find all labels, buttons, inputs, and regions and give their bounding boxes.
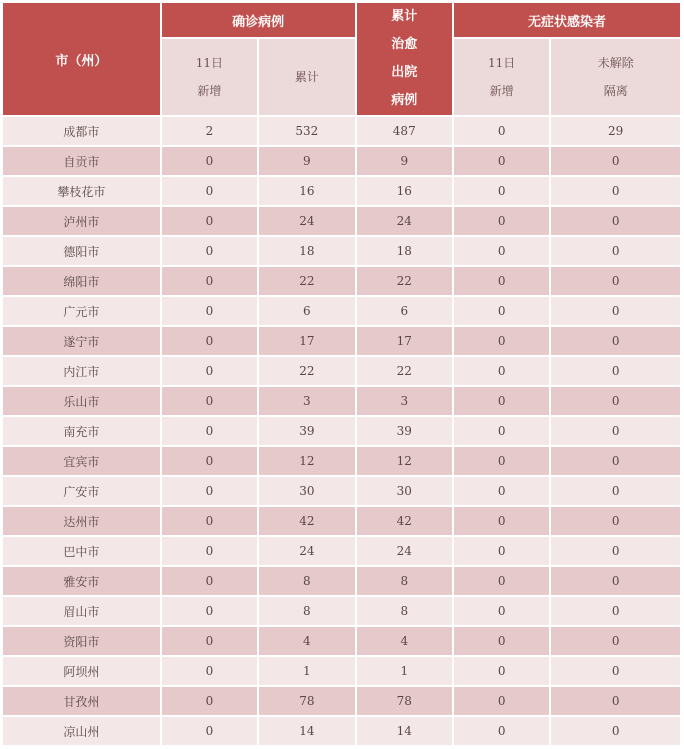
cell-asym-new: 0 [454, 477, 549, 505]
cell-asym-new: 0 [454, 687, 549, 715]
cell-cured: 24 [357, 537, 452, 565]
cell-asym-new: 0 [454, 597, 549, 625]
cell-asym-isolated: 0 [551, 297, 680, 325]
table-row [3, 387, 680, 415]
cell-confirmed-new: 0 [162, 507, 257, 535]
cell-confirmed-total: 12 [259, 447, 354, 475]
cell-asym-new: 0 [454, 147, 549, 175]
cell-confirmed-new: 0 [162, 657, 257, 685]
table-row [3, 537, 680, 565]
table-row [3, 297, 680, 325]
table-row [3, 177, 680, 205]
cell-asym-isolated: 0 [551, 597, 680, 625]
cell-confirmed-total: 18 [259, 237, 354, 265]
cell-city: 眉山市 [3, 597, 160, 625]
cell-confirmed-new: 0 [162, 477, 257, 505]
cell-city: 凉山州 [3, 717, 160, 745]
cell-asym-isolated: 0 [551, 627, 680, 655]
cell-confirmed-new: 0 [162, 327, 257, 355]
cell-confirmed-total: 3 [259, 387, 354, 415]
cell-asym-isolated: 0 [551, 387, 680, 415]
cell-city: 德阳市 [3, 237, 160, 265]
table-row [3, 717, 680, 745]
cell-cured: 30 [357, 477, 452, 505]
cell-city: 达州市 [3, 507, 160, 535]
covid-stats-table-container [3, 3, 681, 747]
header-confirmed-new [162, 39, 257, 115]
cell-confirmed-total: 24 [259, 537, 354, 565]
header-asymptomatic-group: 无症状感染者 [454, 3, 680, 37]
cell-asym-isolated: 0 [551, 477, 680, 505]
cell-confirmed-new: 0 [162, 537, 257, 565]
cell-confirmed-new: 2 [162, 117, 257, 145]
cell-asym-isolated: 0 [551, 207, 680, 235]
covid-stats-table [1, 1, 682, 747]
table-row [3, 267, 680, 295]
cell-cured: 42 [357, 507, 452, 535]
cell-asym-isolated: 0 [551, 357, 680, 385]
cell-asym-new: 0 [454, 177, 549, 205]
cell-cured: 39 [357, 417, 452, 445]
cell-confirmed-total: 6 [259, 297, 354, 325]
cell-asym-new: 0 [454, 447, 549, 475]
header-line: 11日 [488, 56, 516, 70]
table-row [3, 597, 680, 625]
header-cured-line: 病例 [391, 93, 418, 108]
cell-asym-isolated: 0 [551, 447, 680, 475]
cell-confirmed-total: 14 [259, 717, 354, 745]
cell-cured: 16 [357, 177, 452, 205]
cell-confirmed-new: 0 [162, 207, 257, 235]
cell-confirmed-total: 78 [259, 687, 354, 715]
cell-asym-new: 0 [454, 507, 549, 535]
cell-confirmed-total: 16 [259, 177, 354, 205]
cell-city: 甘孜州 [3, 687, 160, 715]
cell-confirmed-new: 0 [162, 387, 257, 415]
cell-cured: 3 [357, 387, 452, 415]
cell-cured: 22 [357, 357, 452, 385]
header-cured [357, 3, 452, 115]
cell-confirmed-new: 0 [162, 717, 257, 745]
table-row [3, 477, 680, 505]
cell-city: 绵阳市 [3, 267, 160, 295]
cell-asym-isolated: 0 [551, 417, 680, 445]
cell-asym-isolated: 0 [551, 267, 680, 295]
header-city: 市（州） [3, 3, 160, 115]
cell-confirmed-new: 0 [162, 297, 257, 325]
header-line: 隔离 [603, 84, 628, 98]
cell-asym-new: 0 [454, 237, 549, 265]
cell-confirmed-new: 0 [162, 447, 257, 475]
cell-confirmed-total: 8 [259, 597, 354, 625]
cell-confirmed-total: 39 [259, 417, 354, 445]
table-row [3, 327, 680, 355]
cell-city: 遂宁市 [3, 327, 160, 355]
table-body [3, 117, 680, 745]
cell-asym-isolated: 0 [551, 507, 680, 535]
table-row [3, 207, 680, 235]
cell-cured: 24 [357, 207, 452, 235]
cell-city: 雅安市 [3, 567, 160, 595]
cell-confirmed-total: 22 [259, 267, 354, 295]
cell-asym-isolated: 0 [551, 717, 680, 745]
cell-cured: 14 [357, 717, 452, 745]
cell-city: 广安市 [3, 477, 160, 505]
header-line: 未解除 [597, 56, 634, 70]
cell-confirmed-total: 8 [259, 567, 354, 595]
table-row [3, 657, 680, 685]
cell-cured: 78 [357, 687, 452, 715]
cell-asym-new: 0 [454, 567, 549, 595]
table-row [3, 237, 680, 265]
cell-cured: 22 [357, 267, 452, 295]
cell-city: 资阳市 [3, 627, 160, 655]
cell-confirmed-total: 4 [259, 627, 354, 655]
table-row [3, 117, 680, 145]
table-row [3, 687, 680, 715]
cell-city: 宜宾市 [3, 447, 160, 475]
cell-asym-new: 0 [454, 417, 549, 445]
cell-city: 自贡市 [3, 147, 160, 175]
header-line: 新增 [197, 84, 222, 98]
cell-asym-new: 0 [454, 627, 549, 655]
header-confirmed-group: 确诊病例 [162, 3, 355, 37]
cell-city: 南充市 [3, 417, 160, 445]
cell-city: 内江市 [3, 357, 160, 385]
cell-confirmed-total: 24 [259, 207, 354, 235]
cell-cured: 4 [357, 627, 452, 655]
cell-confirmed-total: 42 [259, 507, 354, 535]
cell-confirmed-new: 0 [162, 357, 257, 385]
cell-city: 乐山市 [3, 387, 160, 415]
cell-confirmed-new: 0 [162, 627, 257, 655]
table-row [3, 357, 680, 385]
cell-confirmed-new: 0 [162, 687, 257, 715]
cell-cured: 17 [357, 327, 452, 355]
cell-cured: 8 [357, 567, 452, 595]
header-cured-line: 治愈 [391, 37, 418, 52]
cell-confirmed-new: 0 [162, 417, 257, 445]
cell-confirmed-total: 22 [259, 357, 354, 385]
cell-confirmed-new: 0 [162, 267, 257, 295]
cell-cured: 9 [357, 147, 452, 175]
cell-city: 广元市 [3, 297, 160, 325]
table-row [3, 447, 680, 475]
cell-cured: 1 [357, 657, 452, 685]
header-asym-isolated [551, 39, 680, 115]
cell-city: 巴中市 [3, 537, 160, 565]
header-cured-line: 累计 [391, 9, 418, 24]
cell-confirmed-new: 0 [162, 177, 257, 205]
cell-confirmed-new: 0 [162, 237, 257, 265]
cell-city: 成都市 [3, 117, 160, 145]
cell-asym-isolated: 29 [551, 117, 680, 145]
cell-asym-new: 0 [454, 267, 549, 295]
cell-cured: 12 [357, 447, 452, 475]
header-confirmed-total: 累计 [259, 39, 354, 115]
cell-asym-isolated: 0 [551, 537, 680, 565]
cell-asym-isolated: 0 [551, 687, 680, 715]
cell-asym-isolated: 0 [551, 237, 680, 265]
cell-confirmed-total: 532 [259, 117, 354, 145]
cell-asym-new: 0 [454, 357, 549, 385]
cell-asym-new: 0 [454, 387, 549, 415]
cell-cured: 8 [357, 597, 452, 625]
cell-asym-isolated: 0 [551, 657, 680, 685]
table-row [3, 147, 680, 175]
cell-confirmed-new: 0 [162, 567, 257, 595]
cell-asym-new: 0 [454, 717, 549, 745]
cell-asym-new: 0 [454, 657, 549, 685]
cell-cured: 487 [357, 117, 452, 145]
header-line: 新增 [489, 84, 514, 98]
cell-confirmed-total: 17 [259, 327, 354, 355]
cell-asym-isolated: 0 [551, 177, 680, 205]
table-row [3, 567, 680, 595]
table-row [3, 417, 680, 445]
cell-asym-new: 0 [454, 327, 549, 355]
cell-confirmed-total: 30 [259, 477, 354, 505]
table-row [3, 627, 680, 655]
cell-asym-new: 0 [454, 537, 549, 565]
cell-asym-isolated: 0 [551, 327, 680, 355]
cell-cured: 18 [357, 237, 452, 265]
cell-confirmed-total: 1 [259, 657, 354, 685]
table-row [3, 507, 680, 535]
cell-asym-new: 0 [454, 117, 549, 145]
cell-asym-new: 0 [454, 207, 549, 235]
cell-city: 攀枝花市 [3, 177, 160, 205]
cell-city: 泸州市 [3, 207, 160, 235]
cell-asym-isolated: 0 [551, 567, 680, 595]
cell-confirmed-new: 0 [162, 597, 257, 625]
cell-city: 阿坝州 [3, 657, 160, 685]
cell-asym-new: 0 [454, 297, 549, 325]
cell-confirmed-new: 0 [162, 147, 257, 175]
header-asym-new [454, 39, 549, 115]
cell-cured: 6 [357, 297, 452, 325]
cell-asym-isolated: 0 [551, 147, 680, 175]
header-line: 11日 [195, 56, 224, 70]
cell-confirmed-total: 9 [259, 147, 354, 175]
header-cured-line: 出院 [391, 65, 418, 80]
